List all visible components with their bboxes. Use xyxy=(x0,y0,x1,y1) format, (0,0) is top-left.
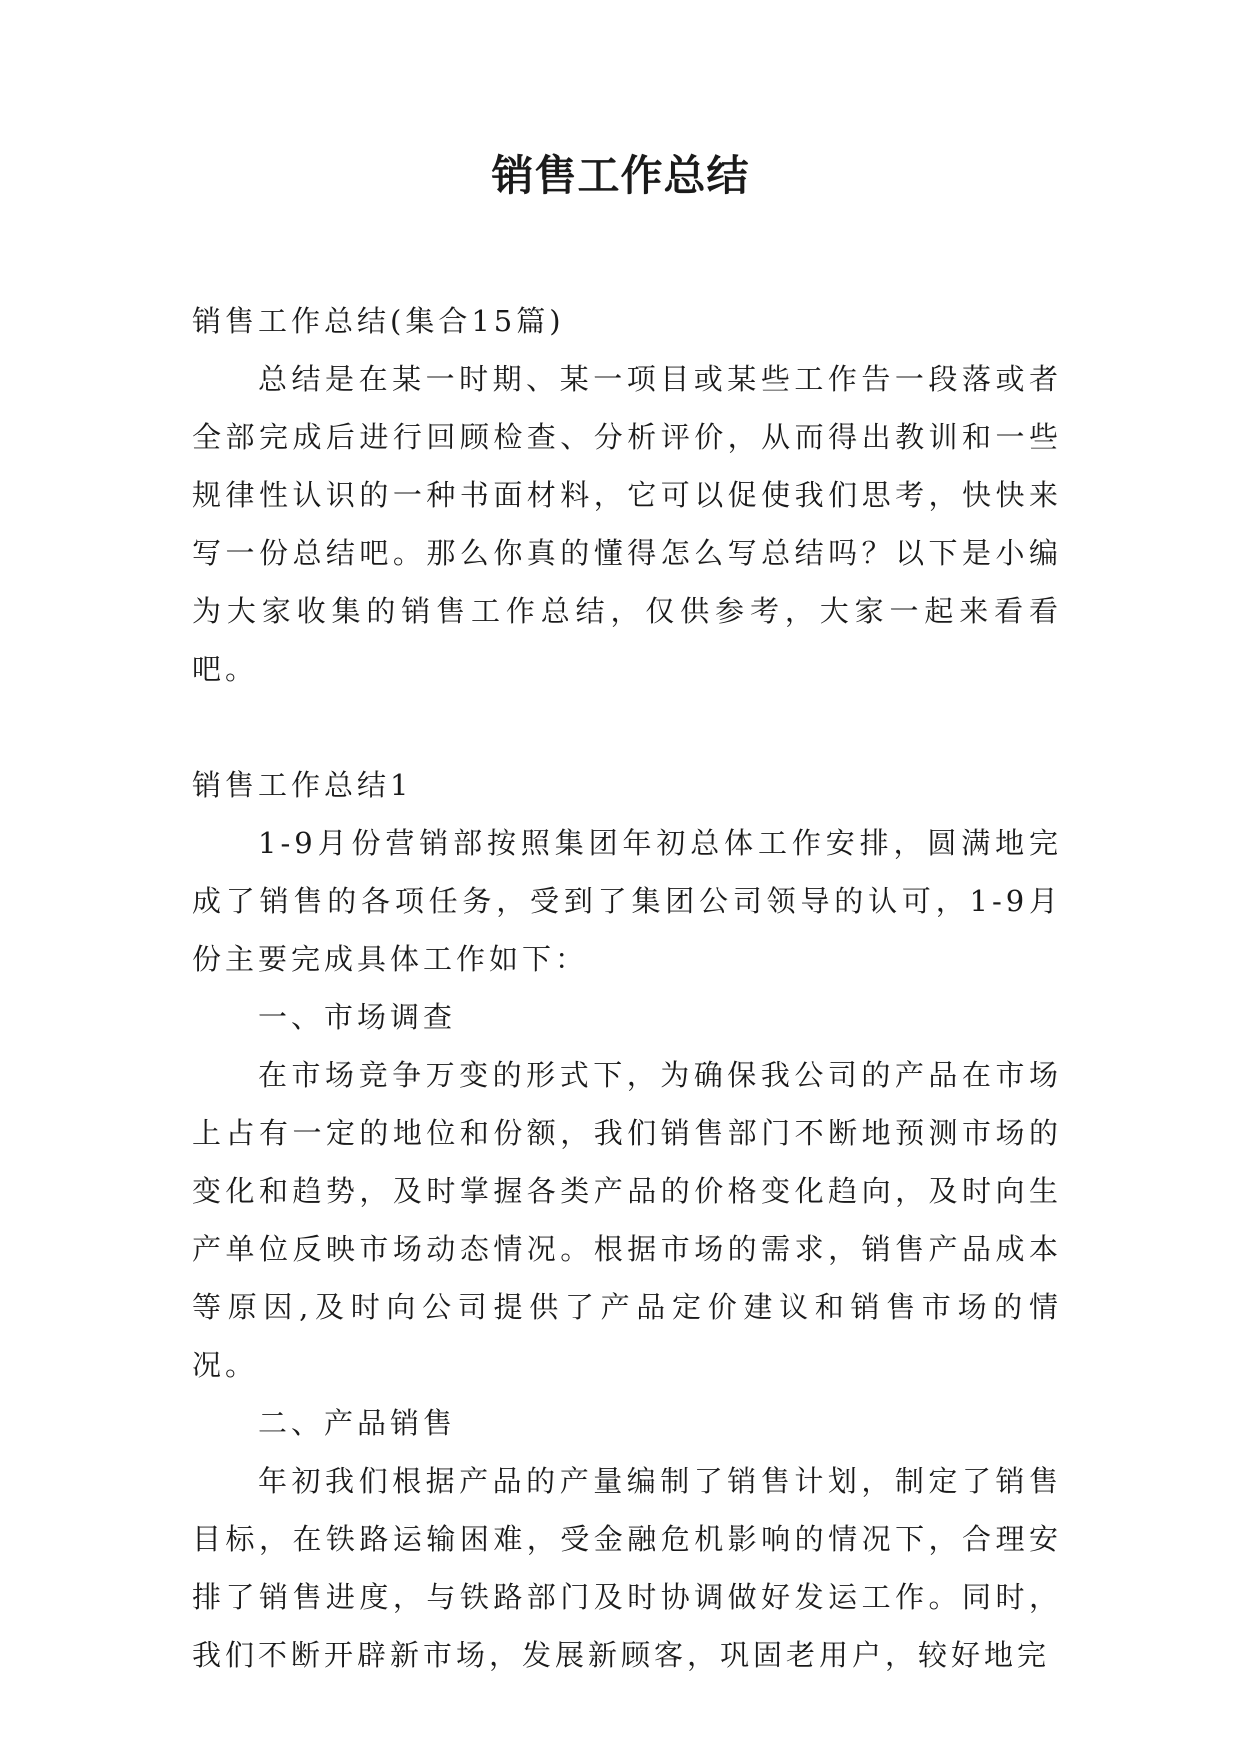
market-survey-heading: 一、市场调查 xyxy=(258,1000,457,1034)
section-spacer xyxy=(192,698,1062,756)
document-title: 销售工作总结 xyxy=(491,151,750,200)
document-body xyxy=(192,292,1062,1684)
product-sales-paragraph: 年初我们根据产品的产量编制了销售计划，制定了销售目标，在铁路运输困难，受金融危机影响的情况下，合理安排了销售进度，与铁路部门及时协调做好发运工作。同时，我们不断开辟新市场，发展新顾客，巩固老用户，较好地完 xyxy=(192,1464,1062,1672)
product-sales-heading: 二、产品销售 xyxy=(258,1406,457,1440)
intro-paragraph: 总结是在某一时期、某一项目或某些工作告一段落或者全部完成后进行回顾检查、分析评价，从而得出教训和一些规律性认识的一种书面材料，它可以促使我们思考，快快来写一份总结吧。那么你真的懂得怎么写总结吗？以下是小编为大家收集的销售工作总结，仅供参考，大家一起来看看吧。 xyxy=(192,362,1062,686)
section-heading: 销售工作总结1 xyxy=(192,768,413,802)
section-opening-paragraph: 1-9月份营销部按照集团年初总体工作安排，圆满地完成了销售的各项任务，受到了集团公司领导的认可，1-9月份主要完成具体工作如下： xyxy=(192,826,1062,976)
document-subtitle: 销售工作总结(集合15篇) xyxy=(192,304,565,338)
market-survey-paragraph: 在市场竞争万变的形式下，为确保我公司的产品在市场上占有一定的地位和份额，我们销售部门不断地预测市场的变化和趋势，及时掌握各类产品的价格变化趋向，及时向生产单位反映市场动态情况。根据市场的需求，销售产品成本等原因,及时向公司提供了产品定价建议和销售市场的情况。 xyxy=(192,1058,1062,1382)
